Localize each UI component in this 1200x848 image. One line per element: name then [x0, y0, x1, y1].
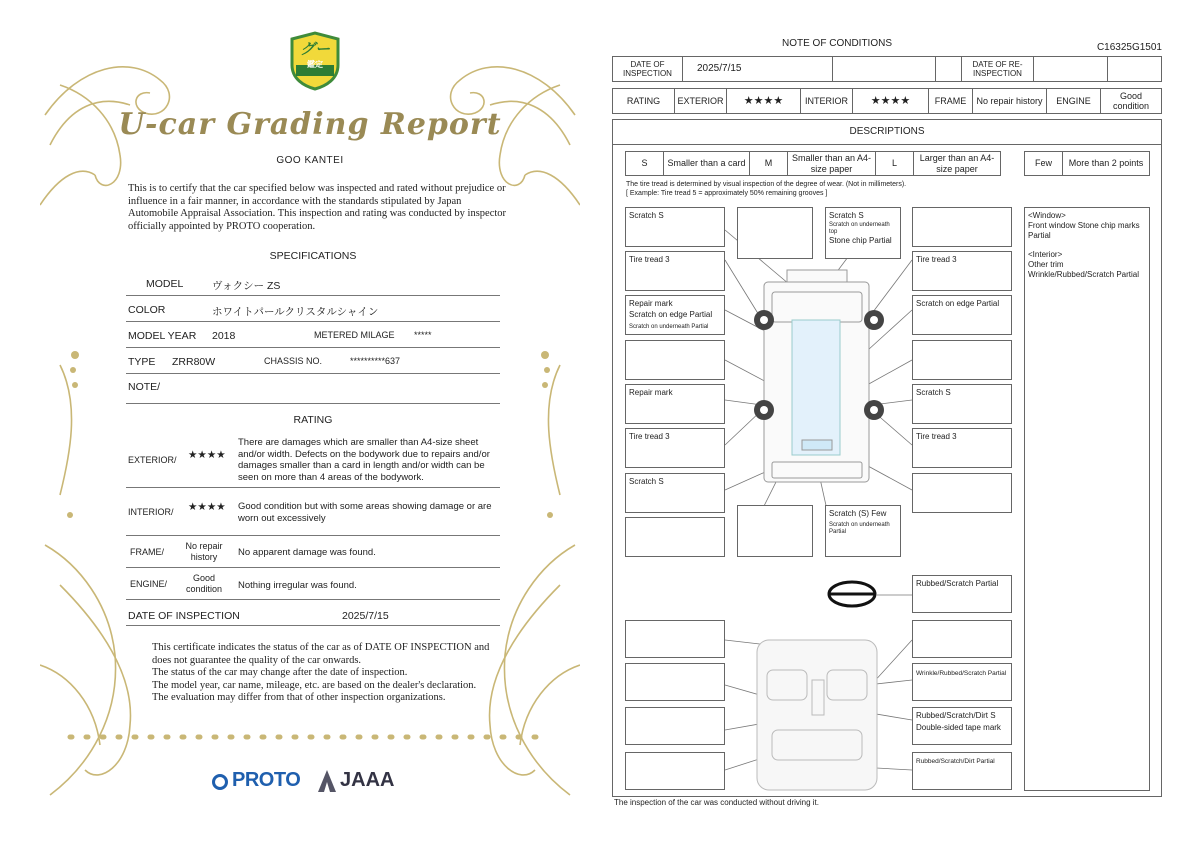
note-box-l11 — [625, 707, 725, 745]
date-row — [126, 601, 500, 626]
note-box-i3 — [912, 663, 1012, 701]
note-box-l6 — [625, 428, 725, 468]
frame-value: No repair history — [185, 541, 223, 562]
note-text: Rubbed/Scratch Partial — [916, 579, 999, 588]
date-value: 2025/7/15 — [342, 610, 389, 622]
exterior-stars: ★★★★ — [727, 89, 801, 113]
note-box-i2 — [912, 620, 1012, 658]
model-value: ヴォクシー ZS — [212, 280, 281, 292]
badge-label: 鑑定 — [307, 60, 323, 69]
rating-heading: RATING — [293, 414, 333, 426]
interior-stars: ★★★★ — [188, 501, 226, 513]
note-box-l12 — [625, 752, 725, 790]
descriptions-heading: DESCRIPTIONS — [612, 120, 1162, 145]
conditions-footer: The inspection of the car was conducted without driving it. — [614, 798, 819, 807]
grading-certificate — [40, 25, 580, 825]
jaaa-logo: JAAA — [340, 769, 395, 791]
note-text: Scratch S — [916, 388, 951, 397]
note-text: Scratch on edge Partial — [916, 299, 1000, 308]
exterior-label: EXTERIOR — [675, 89, 727, 113]
note-box-l5 — [625, 384, 725, 424]
chassis-label: CHASSIS NO. — [264, 356, 323, 366]
engine-row — [126, 569, 500, 600]
note-text: Rubbed/Scratch/Dirt Partial — [916, 758, 995, 765]
note-box-r0 — [912, 207, 1012, 247]
date-table — [612, 56, 1162, 82]
footer-line: The status of the car may change after the date of inspection. — [152, 667, 408, 678]
engine-description: Nothing irregular was found. — [238, 580, 357, 591]
frame-label: FRAME — [929, 89, 973, 113]
footer-line: The model year, car name, mileage, etc. are based on the dealer's declaration. — [152, 679, 477, 691]
exterior-label: EXTERIOR/ — [128, 455, 177, 465]
rating-table — [612, 88, 1162, 114]
notes-column — [1024, 207, 1150, 791]
note-box-i5 — [912, 752, 1012, 790]
interior-note-label: <Interior> — [1028, 250, 1063, 259]
engine-label: ENGINE — [1047, 89, 1101, 113]
note-text: Scratch S — [629, 477, 664, 486]
badge-mark: グー — [299, 41, 330, 58]
legend-few-text: More than 2 points — [1068, 158, 1144, 169]
tire-note — [626, 180, 906, 198]
legend-s: S — [626, 152, 664, 175]
note-box-l4 — [625, 340, 725, 380]
few-legend — [1024, 151, 1150, 176]
note-box-b0 — [737, 505, 813, 557]
interior-label: INTERIOR/ — [128, 507, 174, 517]
color-value: ホワイトパールクリスタルシャイン — [212, 306, 379, 318]
note-box-l9 — [625, 620, 725, 658]
type-value: ZRR80W — [172, 356, 216, 368]
color-row — [126, 297, 500, 322]
window-label: <Window> — [1028, 211, 1066, 220]
note-box-l1 — [625, 207, 725, 247]
chassis-value: **********637 — [350, 356, 401, 366]
legend-few: Few — [1025, 152, 1063, 175]
note-text: Tire tread 3 — [916, 255, 957, 264]
note-box-r3 — [912, 340, 1012, 380]
note-box-r4 — [912, 384, 1012, 424]
note-box-t0 — [737, 207, 813, 259]
note-text: Scratch on underneath Partial — [829, 522, 890, 535]
note-text: Rubbed/Scratch/Dirt S — [916, 711, 996, 720]
frame-row — [126, 537, 500, 568]
note-box-r5 — [912, 428, 1012, 468]
date-reinspection-value — [1034, 57, 1108, 81]
conditions-code: C16325G1501 — [1096, 42, 1162, 53]
frame-value: No repair history — [973, 89, 1047, 113]
note-box-l10 — [625, 663, 725, 701]
legend-s-text: Smaller than a card — [664, 152, 750, 175]
exterior-description: There are damages which are smaller than A4-size sheet and/or width. Defects on the bodywork due to repairs and/or damages smaller than a card in length and/or width can be seen on more than 4 areas of the bodywork. — [238, 437, 490, 483]
interior-row — [126, 489, 500, 536]
report-subtitle: GOO KANTEI — [276, 155, 344, 166]
note-box-r2 — [912, 295, 1012, 335]
mileage-label: METERED MILAGE — [314, 330, 395, 340]
certification-statement: This is to certify that the car specified below was inspected and rated without prejudice or influence in a fair manner, in accordance with the standards stipulated by Japan Automobile Appraisal Association. This inspection and rating was conducted by inspector officially appointed by PROTO cooperation. — [128, 183, 507, 232]
engine-label: ENGINE/ — [130, 579, 168, 589]
frame-description: No apparent damage was found. — [238, 547, 376, 558]
date-blank-2 — [936, 57, 962, 81]
interior-description: Good condition but with some areas showing damage or are worn out excessively — [238, 501, 492, 524]
note-text: Scratch on underneath Partial — [629, 324, 709, 330]
date-reinspection-label: DATE OF RE-INSPECTION — [962, 57, 1034, 81]
mileage-value: ***** — [414, 330, 432, 340]
note-box-l7 — [625, 473, 725, 513]
note-text: Repair mark — [629, 388, 673, 397]
note-text: Wrinkle/Rubbed/Scratch Partial — [916, 670, 1007, 677]
note-text: Repair mark — [629, 299, 673, 308]
engine-value: Good condition — [1112, 90, 1150, 111]
window-text: Front window Stone chip marks Partial — [1028, 221, 1140, 240]
note-text: Tire tread 3 — [916, 432, 957, 441]
note-row — [126, 375, 500, 404]
tire-note-line: [ Example: Tire tread 5 = approximately 50% remaining grooves ] — [626, 190, 828, 197]
date-inspection-value: 2025/7/15 — [683, 57, 833, 81]
note-box-l2 — [625, 251, 725, 291]
jaaa-logo-icon — [318, 770, 336, 792]
model-label: MODEL — [146, 278, 184, 290]
size-legend — [625, 151, 1001, 176]
legend-m: M — [750, 152, 788, 175]
type-label: TYPE — [128, 356, 156, 368]
exterior-row — [126, 435, 500, 488]
interior-label: INTERIOR — [801, 89, 853, 113]
legend-m-text: Smaller than an A4-size paper — [788, 152, 876, 175]
note-text: Scratch S — [829, 211, 864, 220]
specifications-heading: SPECIFICATIONS — [269, 250, 357, 262]
date-label: DATE OF INSPECTION — [128, 610, 240, 622]
note-box-r6 — [912, 473, 1012, 513]
frame-label: FRAME/ — [130, 547, 165, 557]
note-text: Stone chip Partial — [829, 236, 892, 245]
legend-l-text: Larger than an A4-size paper — [919, 153, 995, 174]
date-blank-1 — [833, 57, 936, 81]
note-box-i1 — [912, 575, 1012, 613]
note-text: Double-sided tape mark — [916, 723, 1001, 732]
proto-logo: PROTO — [232, 769, 301, 791]
model-year-row — [126, 323, 500, 348]
type-row — [126, 349, 500, 374]
note-text: Scratch S — [629, 211, 664, 220]
note-box-r1 — [912, 251, 1012, 291]
color-label: COLOR — [128, 304, 166, 316]
exterior-stars: ★★★★ — [188, 449, 226, 461]
note-text: Scratch on underneath top — [829, 222, 890, 235]
model-row — [126, 271, 500, 296]
tire-note-line: The tire tread is determined by visual inspection of the degree of wear. (Not in millimeters). — [626, 181, 907, 188]
engine-value: Good condition — [185, 573, 223, 594]
note-box-l8 — [625, 517, 725, 557]
note-box-b1 — [825, 505, 901, 557]
report-title: U-car Grading Report — [118, 107, 502, 142]
model-year-value: 2018 — [212, 330, 236, 342]
footer-line: The evaluation may differ from that of other inspection organizations. — [152, 692, 446, 703]
proto-logo-icon — [212, 774, 228, 790]
note-text: Tire tread 3 — [629, 432, 670, 441]
date-inspection-label: DATE OF INSPECTION — [613, 57, 683, 81]
note-text: Scratch on edge Partial — [629, 310, 713, 319]
note-box-i4 — [912, 707, 1012, 745]
certificate-footer — [152, 642, 492, 705]
footer-line: This certificate indicates the status of the car as of DATE OF INSPECTION and does not guarantee the quality of the car onwards. — [152, 642, 490, 666]
conditions-title: NOTE OF CONDITIONS — [782, 38, 892, 49]
note-box-l3 — [625, 295, 725, 335]
model-year-label: MODEL YEAR — [128, 330, 197, 342]
rating-label: RATING — [613, 89, 675, 113]
interior-stars: ★★★★ — [853, 89, 929, 113]
note-text: Tire tread 3 — [629, 255, 670, 264]
note-text: Scratch (S) Few — [829, 509, 887, 518]
legend-l: L — [876, 152, 914, 175]
interior-note-text: Other trim Wrinkle/Rubbed/Scratch Partial — [1028, 260, 1140, 279]
note-box-t1 — [825, 207, 901, 259]
note-label: NOTE/ — [128, 381, 161, 393]
